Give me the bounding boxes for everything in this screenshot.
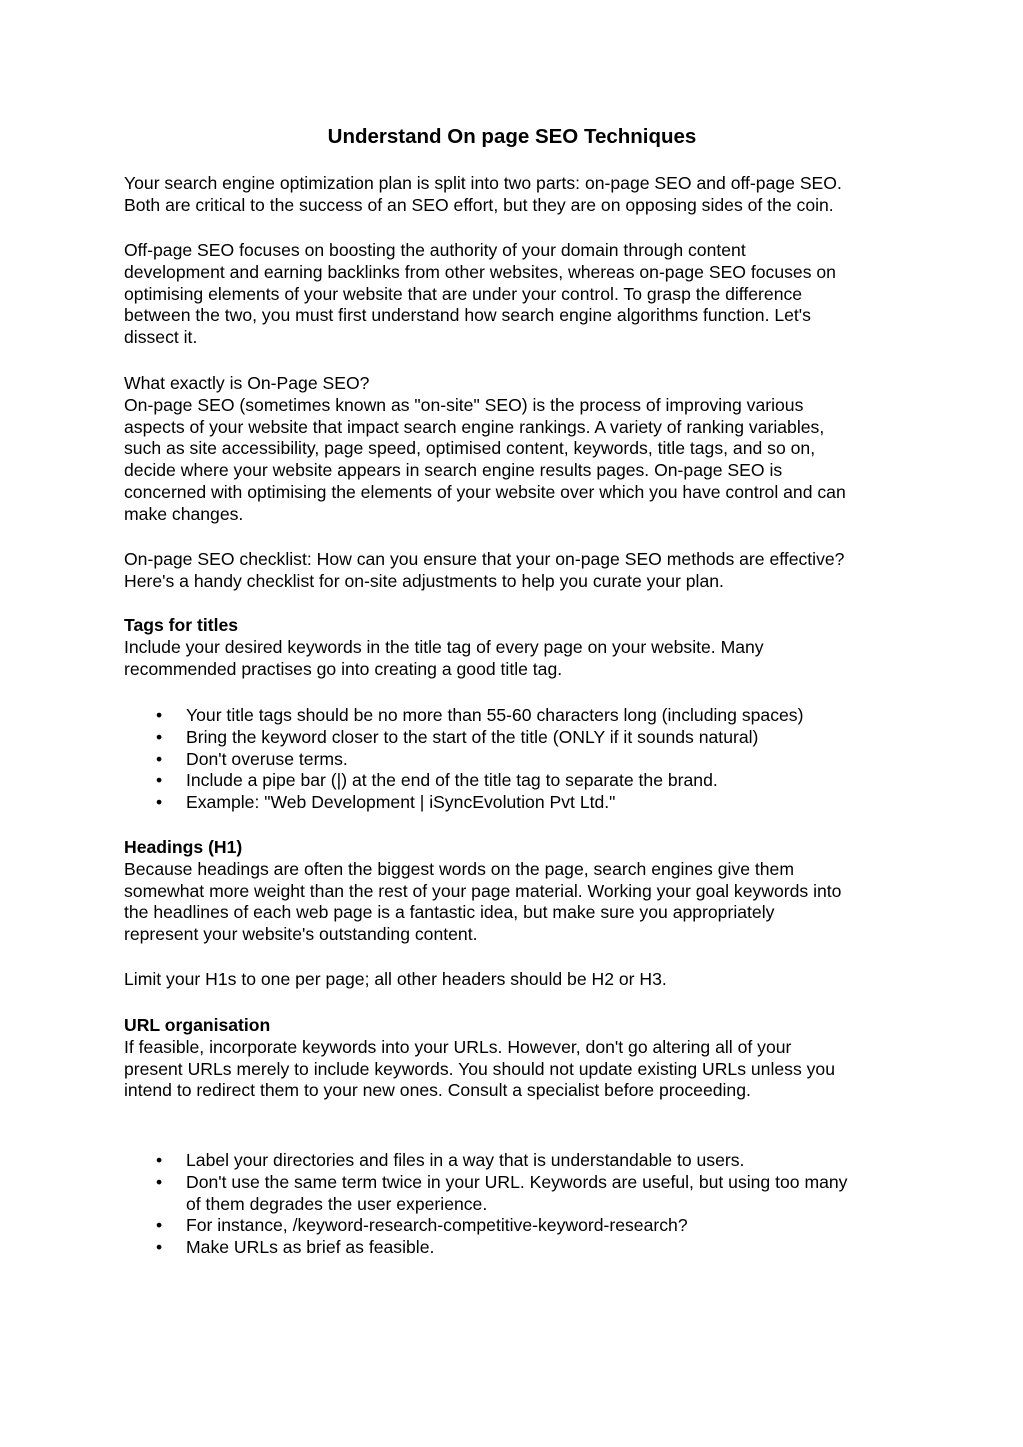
text-line: recommended practises go into creating a good title tag.	[124, 658, 563, 679]
list-item-text: Example: "Web Development | iSyncEvolution Pvt Ltd."	[186, 792, 616, 813]
text-line: If feasible, incorporate keywords into your URLs. However, don't go altering all of your	[124, 1036, 792, 1057]
list-item	[124, 1150, 847, 1172]
list-item-text: Don't use the same term twice in your URL. Keywords are useful, but using too many	[186, 1171, 848, 1192]
title-tags-list	[124, 705, 803, 814]
bullet-icon: •	[156, 726, 163, 747]
what-is-onpage-paragraph	[124, 373, 846, 526]
text-line: concerned with optimising the elements of your website over which you have control and can	[124, 481, 846, 502]
text-line: Off-page SEO focuses on boosting the authority of your domain through content	[124, 240, 746, 260]
title-tags-section	[124, 615, 764, 680]
list-item-text: Make URLs as brief as feasible.	[186, 1237, 435, 1258]
text-line: Because headings are often the biggest words on the page, search engines give them	[124, 858, 794, 879]
checklist-paragraph	[124, 549, 844, 593]
list-item-text: For instance, /keyword-research-competitive-keyword-research?	[186, 1215, 688, 1236]
url-section	[124, 1015, 835, 1102]
headings-section	[124, 837, 841, 946]
section-heading: URL organisation	[124, 1015, 271, 1035]
bullet-icon: •	[156, 792, 163, 813]
list-item-text: Label your directories and files in a way that is understandable to users.	[186, 1150, 745, 1170]
text-line: somewhat more weight than the rest of your page material. Working your goal keywords into	[124, 880, 842, 901]
list-item	[124, 770, 803, 792]
list-item-text: Bring the keyword closer to the start of the title (ONLY if it sounds natural)	[186, 726, 759, 747]
intro-paragraph	[124, 173, 842, 217]
list-item	[124, 1237, 847, 1259]
text-line: present URLs merely to include keywords. You should not update existing URLs unless you	[124, 1058, 835, 1079]
page-title: Understand On page SEO Techniques	[327, 125, 697, 148]
bullet-icon: •	[156, 1215, 163, 1236]
bullet-icon: •	[156, 705, 163, 725]
url-list	[124, 1150, 847, 1259]
text-line: intend to redirect them to your new ones. Consult a specialist before proceeding.	[124, 1080, 751, 1101]
text-line: the headlines of each web page is a fantastic idea, but make sure you appropriately	[124, 902, 775, 923]
text-line: Limit your H1s to one per page; all other headers should be H2 or H3.	[124, 969, 667, 989]
list-item	[124, 727, 803, 749]
offpage-paragraph	[124, 240, 836, 349]
bullet-icon: •	[156, 1237, 163, 1258]
text-line: decide where your website appears in search engine results pages. On-page SEO is	[124, 460, 783, 481]
text-line: On-page SEO checklist: How can you ensure that your on-page SEO methods are effective?	[124, 549, 845, 569]
text-line: Your search engine optimization plan is split into two parts: on-page SEO and off-page SEO.	[124, 173, 842, 193]
list-item-text: Don't overuse terms.	[186, 748, 348, 769]
text-line: dissect it.	[124, 327, 198, 348]
list-item-text: Your title tags should be no more than 55-60 characters long (including spaces)	[186, 705, 804, 725]
list-item	[124, 705, 803, 727]
list-item	[124, 1172, 847, 1216]
list-item-text: of them degrades the user experience.	[186, 1193, 488, 1214]
text-line: such as site accessibility, page speed, optimised content, keywords, title tags, and so on,	[124, 438, 816, 459]
list-item	[124, 1215, 847, 1237]
h1-limit-note	[124, 969, 667, 991]
bullet-icon: •	[156, 1150, 163, 1170]
list-item-text: Include a pipe bar (|) at the end of the title tag to separate the brand.	[186, 770, 718, 791]
text-line: make changes.	[124, 503, 244, 524]
text-line: aspects of your website that impact search engine rankings. A variety of ranking variables,	[124, 416, 825, 437]
text-line: Here's a handy checklist for on-site adjustments to help you curate your plan.	[124, 570, 724, 591]
text-line: between the two, you must first understand how search engine algorithms function. Let's	[124, 305, 811, 326]
section-heading: Headings (H1)	[124, 837, 243, 857]
text-line: development and earning backlinks from other websites, whereas on-page SEO focuses on	[124, 261, 836, 282]
text-line: Both are critical to the success of an SEO effort, but they are on opposing sides of the coin.	[124, 194, 834, 215]
text-line: optimising elements of your website that are under your control. To grasp the difference	[124, 283, 803, 304]
list-item	[124, 749, 803, 771]
bullet-icon: •	[156, 770, 163, 791]
bullet-icon: •	[156, 1171, 163, 1192]
text-line: represent your website's outstanding content.	[124, 924, 478, 945]
text-line: On-page SEO (sometimes known as "on-site" SEO) is the process of improving various	[124, 394, 804, 415]
text-line: What exactly is On-Page SEO?	[124, 373, 370, 393]
list-item	[124, 792, 803, 814]
section-heading: Tags for titles	[124, 615, 239, 635]
bullet-icon: •	[156, 748, 163, 769]
text-line: Include your desired keywords in the title tag of every page on your website. Many	[124, 636, 764, 657]
